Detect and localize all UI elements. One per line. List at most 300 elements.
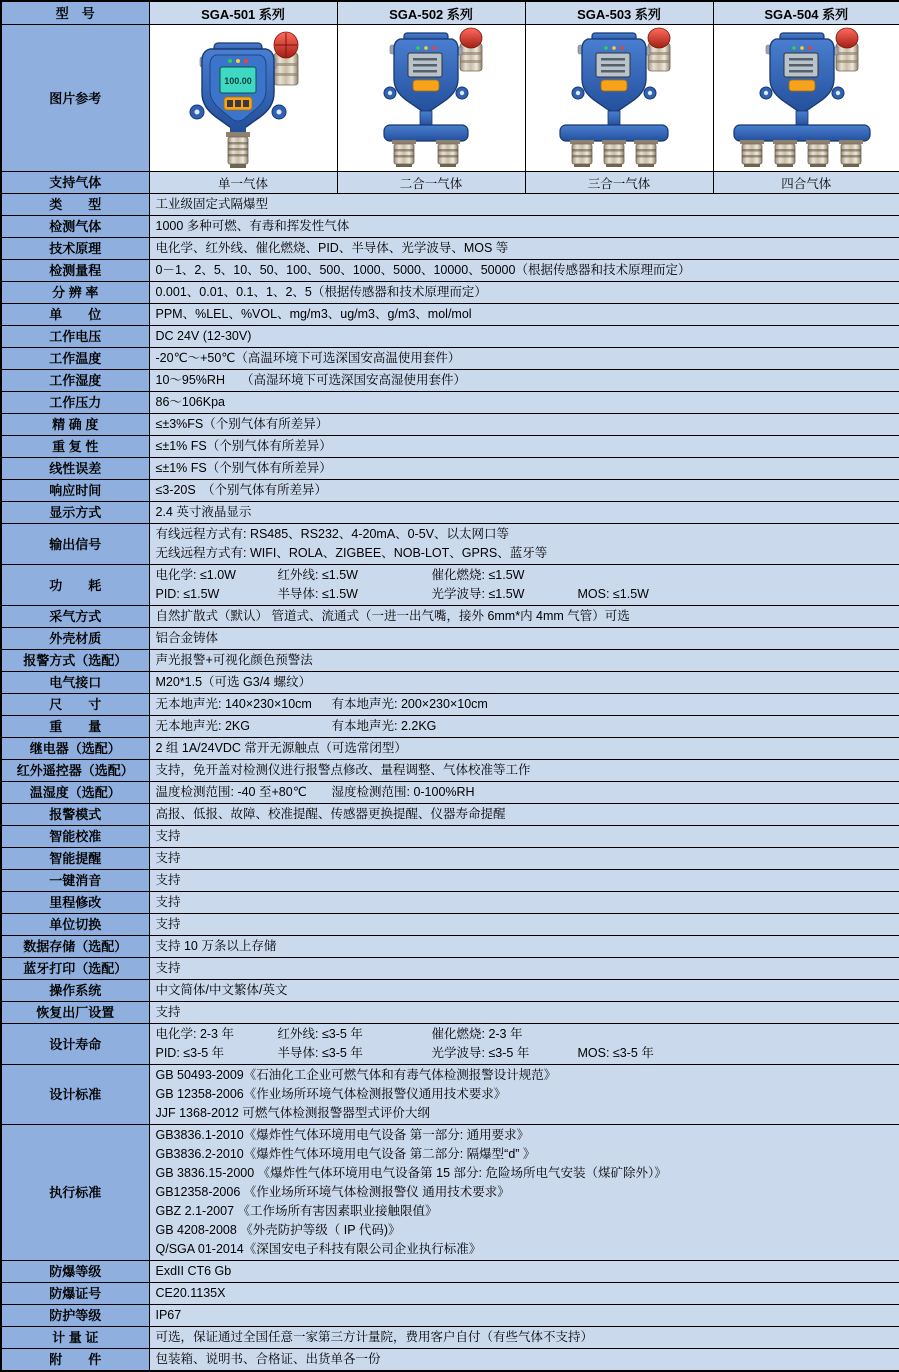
spec-segment: JJF 1368-2012 可燃气体检测报警器型式评价大纲	[156, 1104, 430, 1123]
sensor-cylinder-icon	[634, 140, 658, 167]
product-image-sga-503	[526, 27, 712, 169]
keypad	[789, 80, 815, 91]
spec-row	[1, 804, 899, 826]
spec-row-label: 线性误差	[1, 458, 149, 480]
spec-row-value	[149, 650, 899, 672]
spec-row-value	[149, 936, 899, 958]
spec-row-label: 类 型	[1, 194, 149, 216]
spec-segment: 电化学、红外线、催化燃烧、PID、半导体、光学波导、MOS 等	[156, 239, 509, 258]
spec-row	[1, 1283, 899, 1305]
manifold-bar	[734, 125, 870, 141]
spec-segment: 催化燃烧: 2-3 年	[432, 1025, 578, 1044]
keypad	[601, 80, 627, 91]
spec-segment: GB 12358-2006《作业场所环境气体检测报警仪通用技术要求》	[156, 1085, 507, 1104]
spec-row	[1, 1327, 899, 1349]
spec-segment: GB 50493-2009《石油化工企业可燃气体和有毒气体检测报警设计规范》	[156, 1066, 557, 1085]
spec-segment: 支持	[156, 849, 181, 868]
spec-line	[156, 327, 894, 346]
spec-row-value	[149, 672, 899, 694]
spec-segment: 86～106Kpa	[156, 393, 226, 412]
spec-row-value	[149, 238, 899, 260]
spec-segment: GBZ 2.1-2007 《工作场所有害因素职业接触限值》	[156, 1202, 438, 1221]
spec-row-value	[149, 414, 899, 436]
spec-row-value	[149, 826, 899, 848]
spec-segment: GB12358-2006 《作业场所环境气体检测报警仪 通用技术要求》	[156, 1183, 510, 1202]
spec-segment: Q/SGA 01-2014《深国安电子科技有限公司企业执行标准》	[156, 1240, 482, 1259]
manifold-stem	[796, 111, 808, 126]
spec-row-value	[149, 1305, 899, 1327]
spec-line	[156, 585, 894, 604]
manifold-stem	[608, 111, 620, 126]
spec-line	[156, 1202, 894, 1221]
spec-row-value	[149, 1349, 899, 1372]
spec-row	[1, 370, 899, 392]
spec-line	[156, 805, 894, 824]
spec-row-label: 里程修改	[1, 892, 149, 914]
spec-row	[1, 650, 899, 672]
spec-line	[156, 371, 894, 390]
spec-line	[156, 305, 894, 324]
spec-segment: 自然扩散式（默认） 管道式、流通式（一进一出气嘴，接外 6mm*内 4mm 气管）可选	[156, 607, 630, 626]
spec-row-label: 输出信号	[1, 524, 149, 565]
spec-row-value	[149, 326, 899, 348]
spec-segment: 催化燃烧: ≤1.5W	[432, 566, 578, 585]
spec-row-value	[149, 370, 899, 392]
spec-row	[1, 194, 899, 216]
spec-row	[1, 1125, 899, 1261]
spec-segment: 半导体: ≤3-5 年	[278, 1044, 432, 1063]
spec-row-label: 计 量 证	[1, 1327, 149, 1349]
spec-row-label: 温湿度（选配）	[1, 782, 149, 804]
model-header-sga-503: SGA-503 系列	[525, 1, 713, 25]
spec-row	[1, 716, 899, 738]
product-image-cell-sga-504	[713, 25, 899, 172]
spec-segment: ExdII CT6 Gb	[156, 1262, 232, 1281]
spec-row	[1, 238, 899, 260]
spec-segment: GB 4208-2008 《外壳防护等级（ IP 代码)》	[156, 1221, 401, 1240]
spec-line	[156, 217, 894, 236]
alarm-beacon-icon	[274, 32, 298, 85]
spec-row-value	[149, 260, 899, 282]
spec-line	[156, 1350, 894, 1369]
spec-row-label: 技术原理	[1, 238, 149, 260]
spec-line	[156, 566, 894, 585]
led-red	[244, 59, 248, 63]
spec-row-label: 恢复出厂设置	[1, 1002, 149, 1024]
spec-segment: IP67	[156, 1306, 182, 1325]
spec-segment: PPM、%LEL、%VOL、mg/m3、ug/m3、g/m3、mol/mol	[156, 305, 472, 324]
spec-row-value	[149, 980, 899, 1002]
alarm-beacon-icon	[648, 28, 670, 71]
spec-row-value	[149, 1024, 899, 1065]
spec-row-value	[149, 870, 899, 892]
spec-row-value	[149, 892, 899, 914]
spec-row-label: 防爆证号	[1, 1283, 149, 1305]
spec-line	[156, 239, 894, 258]
spec-segment: 0－1、2、5、10、50、100、500、1000、5000、10000、50000（根据传感器和技术原理而定）	[156, 261, 691, 280]
sensor-cylinder-icon	[570, 140, 594, 167]
spec-line	[156, 481, 894, 500]
spec-row-value	[149, 628, 899, 650]
spec-row-label: 防护等级	[1, 1305, 149, 1327]
spec-row-label: 报警模式	[1, 804, 149, 826]
product-image-cell-sga-501	[149, 25, 337, 172]
spec-row-value	[149, 348, 899, 370]
spec-row-label: 执行标准	[1, 1125, 149, 1261]
spec-line	[156, 1003, 894, 1022]
spec-row-value	[149, 194, 899, 216]
spec-row	[1, 672, 899, 694]
spec-row	[1, 304, 899, 326]
spec-line	[156, 437, 894, 456]
spec-row	[1, 392, 899, 414]
spec-row	[1, 892, 899, 914]
spec-row	[1, 480, 899, 502]
spec-segment: 温度检测范围: -40 至+80℃	[156, 783, 332, 802]
spec-line	[156, 783, 894, 802]
spec-row-value	[149, 606, 899, 628]
spec-row-label: 检测气体	[1, 216, 149, 238]
spec-row	[1, 914, 899, 936]
spec-line	[156, 739, 894, 758]
spec-segment: GB3836.1-2010《爆炸性气体环境用电气设备 第一部分: 通用要求》	[156, 1126, 530, 1145]
spec-row-label: 智能提醒	[1, 848, 149, 870]
detector-body	[190, 43, 286, 130]
spec-row-label: 继电器（选配）	[1, 738, 149, 760]
sensor-cylinder-icon	[806, 140, 830, 167]
spec-row-value	[149, 524, 899, 565]
detector-body	[572, 33, 656, 112]
spec-segment: 无线远程方式有: WIFI、ROLA、ZIGBEE、NOB-LOT、GPRS、蓝牙等	[156, 544, 548, 563]
spec-row-value	[149, 958, 899, 980]
spec-line	[156, 1044, 894, 1063]
spec-segment: 光学波导: ≤1.5W	[432, 585, 578, 604]
spec-row-value	[149, 738, 899, 760]
spec-line	[156, 261, 894, 280]
spec-segment: 支持	[156, 871, 181, 890]
spec-row-value	[149, 694, 899, 716]
spec-row	[1, 282, 899, 304]
gas-type-sga-502: 二合一气体	[337, 172, 525, 194]
spec-segment: 0.001、0.01、0.1、1、2、5（根据传感器和技术原理而定）	[156, 283, 487, 302]
spec-row-label: 电气接口	[1, 672, 149, 694]
sensor-cylinder-icon	[602, 140, 626, 167]
spec-row-label: 工作电压	[1, 326, 149, 348]
spec-row-value	[149, 782, 899, 804]
spec-row-label: 采气方式	[1, 606, 149, 628]
spec-row-value	[149, 1327, 899, 1349]
spec-line	[156, 1306, 894, 1325]
spec-segment: 无本地声光: 140×230×10cm	[156, 695, 332, 714]
spec-row-label: 设计标准	[1, 1065, 149, 1125]
spec-row	[1, 458, 899, 480]
spec-line	[156, 607, 894, 626]
model-header-sga-504: SGA-504 系列	[713, 1, 899, 25]
spec-row-value	[149, 392, 899, 414]
spec-row-value	[149, 848, 899, 870]
manifold-stem	[420, 111, 432, 126]
spec-segment: 电化学: 2-3 年	[156, 1025, 278, 1044]
spec-line	[156, 1221, 894, 1240]
spec-line	[156, 959, 894, 978]
spec-row	[1, 628, 899, 650]
spec-row-label: 分 辨 率	[1, 282, 149, 304]
sensor-cylinder-icon	[839, 140, 863, 167]
spec-row-value	[149, 216, 899, 238]
spec-segment: DC 24V (12-30V)	[156, 327, 252, 346]
spec-segment: 光学波导: ≤3-5 年	[432, 1044, 578, 1063]
spec-segment: ≤±3%FS（个别气体有所差异）	[156, 415, 329, 434]
spec-row-label: 蓝牙打印（选配）	[1, 958, 149, 980]
spec-line	[156, 1126, 894, 1145]
spec-row-label: 红外遥控器（选配）	[1, 760, 149, 782]
spec-segment: 2.4 英寸液晶显示	[156, 503, 252, 522]
spec-row-label: 检测量程	[1, 260, 149, 282]
spec-segment: 有线远程方式有: RS485、RS232、4-20mA、0-5V、以太网口等	[156, 525, 510, 544]
manifold-bar	[560, 125, 668, 141]
spec-row	[1, 782, 899, 804]
spec-segment: 有本地声光: 200×230×10cm	[332, 695, 488, 714]
spec-line	[156, 525, 894, 544]
spec-row-value	[149, 716, 899, 738]
spec-row	[1, 1261, 899, 1283]
spec-line	[156, 195, 894, 214]
manifold-bar	[384, 125, 468, 141]
spec-segment: 支持	[156, 1003, 181, 1022]
spec-segment: 支持	[156, 893, 181, 912]
spec-segment: CE20.1135X	[156, 1284, 226, 1303]
led-yellow	[236, 59, 240, 63]
spec-line	[156, 827, 894, 846]
spec-segment: PID: ≤3-5 年	[156, 1044, 278, 1063]
spec-line	[156, 761, 894, 780]
gas-row-label: 支持气体	[1, 172, 149, 194]
spec-row	[1, 1349, 899, 1372]
spec-row-value	[149, 565, 899, 606]
spec-segment: 1000 多种可燃、有毒和挥发性气体	[156, 217, 350, 236]
spec-segment: GB 3836.15-2000 《爆炸性气体环境用电气设备第 15 部分: 危险场所电气安装（煤矿除外）》	[156, 1164, 667, 1183]
gas-type-sga-504: 四合气体	[713, 172, 899, 194]
spec-row	[1, 980, 899, 1002]
spec-row-label: 显示方式	[1, 502, 149, 524]
model-header-sga-502: SGA-502 系列	[337, 1, 525, 25]
supported-gas-row	[1, 172, 899, 194]
spec-line	[156, 1145, 894, 1164]
spec-row	[1, 565, 899, 606]
spec-row-label: 精 确 度	[1, 414, 149, 436]
product-image-cell-sga-502	[337, 25, 525, 172]
product-image-row	[1, 25, 899, 172]
spec-line	[156, 1328, 894, 1347]
spec-row-label: 单位切换	[1, 914, 149, 936]
spec-row-value	[149, 1261, 899, 1283]
spec-row	[1, 1065, 899, 1125]
spec-line	[156, 349, 894, 368]
spec-line	[156, 544, 894, 563]
spec-row-value	[149, 1125, 899, 1261]
spec-segment: 可选，保证通过全国任意一家第三方计量院，费用客户自付（有些气体不支持）	[156, 1328, 594, 1347]
spec-row-label: 重 复 性	[1, 436, 149, 458]
spec-line	[156, 1085, 894, 1104]
spec-row-label: 报警方式（选配）	[1, 650, 149, 672]
spec-row-label: 响应时间	[1, 480, 149, 502]
spec-segment: ≤±1% FS（个别气体有所差异）	[156, 459, 332, 478]
spec-segment: 铝合金铸体	[156, 629, 219, 648]
alarm-beacon-icon	[460, 28, 482, 71]
gas-type-sga-503: 三合一气体	[525, 172, 713, 194]
spec-row	[1, 760, 899, 782]
spec-line	[156, 651, 894, 670]
spec-line	[156, 1164, 894, 1183]
spec-row	[1, 870, 899, 892]
image-row-label: 图片参考	[1, 25, 149, 172]
spec-segment: 有本地声光: 2.2KG	[332, 717, 437, 736]
spec-row-label: 工作压力	[1, 392, 149, 414]
spec-row-value	[149, 304, 899, 326]
spec-row	[1, 1305, 899, 1327]
spec-row	[1, 606, 899, 628]
spec-row-label: 尺 寸	[1, 694, 149, 716]
alarm-beacon-icon	[836, 28, 858, 71]
sensor-cylinder-icon	[773, 140, 797, 167]
spec-row	[1, 936, 899, 958]
spec-segment: 支持	[156, 827, 181, 846]
spec-line	[156, 1104, 894, 1123]
spec-line	[156, 871, 894, 890]
spec-row-value	[149, 480, 899, 502]
spec-segment: 声光报警+可视化颜色预警法	[156, 651, 313, 670]
spec-row	[1, 524, 899, 565]
spec-row-value	[149, 914, 899, 936]
spec-row	[1, 826, 899, 848]
spec-row-value	[149, 1283, 899, 1305]
spec-row	[1, 414, 899, 436]
spec-row	[1, 848, 899, 870]
spec-row	[1, 1024, 899, 1065]
spec-segment: 2 组 1A/24VDC 常开无源触点（可选常闭型）	[156, 739, 407, 758]
spec-line	[156, 1066, 894, 1085]
spec-row	[1, 694, 899, 716]
spec-segment: PID: ≤1.5W	[156, 585, 278, 604]
spec-row	[1, 1002, 899, 1024]
spec-line	[156, 849, 894, 868]
spec-line	[156, 695, 894, 714]
spec-segment: 支持，免开盖对检测仪进行报警点修改、量程调整、气体校准等工作	[156, 761, 531, 780]
product-image-sga-501	[150, 27, 336, 169]
spec-line	[156, 673, 894, 692]
product-image-sga-504	[714, 27, 899, 169]
spec-row-label: 设计寿命	[1, 1024, 149, 1065]
spec-row-label: 工作温度	[1, 348, 149, 370]
spec-row-value	[149, 436, 899, 458]
spec-row	[1, 502, 899, 524]
detector-body	[384, 33, 468, 112]
spec-line	[156, 503, 894, 522]
spec-row-value	[149, 760, 899, 782]
spec-segment: M20*1.5（可选 G3/4 螺纹）	[156, 673, 312, 692]
spec-row-label: 重 量	[1, 716, 149, 738]
gas-type-sga-501: 单一气体	[149, 172, 337, 194]
spec-row-value	[149, 1002, 899, 1024]
spec-line	[156, 393, 894, 412]
spec-rows-body	[1, 194, 899, 1372]
spec-row-label: 智能校准	[1, 826, 149, 848]
spec-segment: 支持	[156, 959, 181, 978]
spec-row	[1, 348, 899, 370]
spec-row	[1, 436, 899, 458]
spec-segment: 10～95%RH （高湿环境下可选深国安高湿使用套件）	[156, 371, 466, 390]
spec-segment: 半导体: ≤1.5W	[278, 585, 432, 604]
spec-segment: 无本地声光: 2KG	[156, 717, 332, 736]
spec-segment: 红外线: ≤1.5W	[278, 566, 432, 585]
spec-line	[156, 915, 894, 934]
spec-row-label: 操作系统	[1, 980, 149, 1002]
spec-row-value	[149, 502, 899, 524]
spec-line	[156, 717, 894, 736]
spec-line	[156, 1183, 894, 1202]
detector-body	[760, 33, 844, 112]
spec-segment: ≤±1% FS（个别气体有所差异）	[156, 437, 332, 456]
lcd-reading: 100.00	[224, 76, 252, 86]
spec-row	[1, 260, 899, 282]
spec-segment: 红外线: ≤3-5 年	[278, 1025, 432, 1044]
spec-segment: 电化学: ≤1.0W	[156, 566, 278, 585]
keypad	[413, 80, 439, 91]
spec-row-label: 一键消音	[1, 870, 149, 892]
spec-line	[156, 1240, 894, 1259]
spec-segment: GB3836.2-2010《爆炸性气体环境用电气设备 第二部分: 隔爆型“d” 》	[156, 1145, 536, 1164]
product-image-cell-sga-503	[525, 25, 713, 172]
sensor-cylinder-icon	[436, 140, 460, 167]
model-row-label: 型 号	[1, 1, 149, 25]
spec-row	[1, 326, 899, 348]
spec-segment: MOS: ≤3-5 年	[578, 1044, 654, 1063]
spec-line	[156, 415, 894, 434]
spec-row	[1, 738, 899, 760]
spec-segment: 高报、低报、故障、校准提醒、传感器更换提醒、仪器寿命提醒	[156, 805, 506, 824]
spec-row-label: 防爆等级	[1, 1261, 149, 1283]
spec-row-label: 单 位	[1, 304, 149, 326]
spec-line	[156, 1284, 894, 1303]
spec-row-value	[149, 458, 899, 480]
spec-segment: 湿度检测范围: 0-100%RH	[332, 783, 475, 802]
spec-row-label: 数据存储（选配）	[1, 936, 149, 958]
spec-segment: 包装箱、说明书、合格证、出货单各一份	[156, 1350, 381, 1369]
led-green	[228, 59, 232, 63]
spec-segment: MOS: ≤1.5W	[578, 585, 649, 604]
spec-row-label: 外壳材质	[1, 628, 149, 650]
spec-segment: ≤3-20S （个别气体有所差异）	[156, 481, 327, 500]
spec-segment: 中文简体/中文繁体/英文	[156, 981, 288, 1000]
sensor-cylinder-icon	[226, 132, 250, 168]
spec-row-label: 工作湿度	[1, 370, 149, 392]
model-header-row	[1, 1, 899, 25]
spec-line	[156, 893, 894, 912]
spec-line	[156, 937, 894, 956]
spec-line	[156, 629, 894, 648]
spec-segment: 支持	[156, 915, 181, 934]
spec-segment: 支持 10 万条以上存储	[156, 937, 277, 956]
spec-row	[1, 958, 899, 980]
sensor-cylinder-icon	[740, 140, 764, 167]
spec-line	[156, 283, 894, 302]
spec-line	[156, 1262, 894, 1281]
sensor-cylinder-icon	[392, 140, 416, 167]
spec-segment: 工业级固定式隔爆型	[156, 195, 269, 214]
product-image-sga-502	[338, 27, 524, 169]
spec-segment: -20℃～+50℃（高温环境下可选深国安高温使用套件）	[156, 349, 461, 368]
model-header-sga-501: SGA-501 系列	[149, 1, 337, 25]
